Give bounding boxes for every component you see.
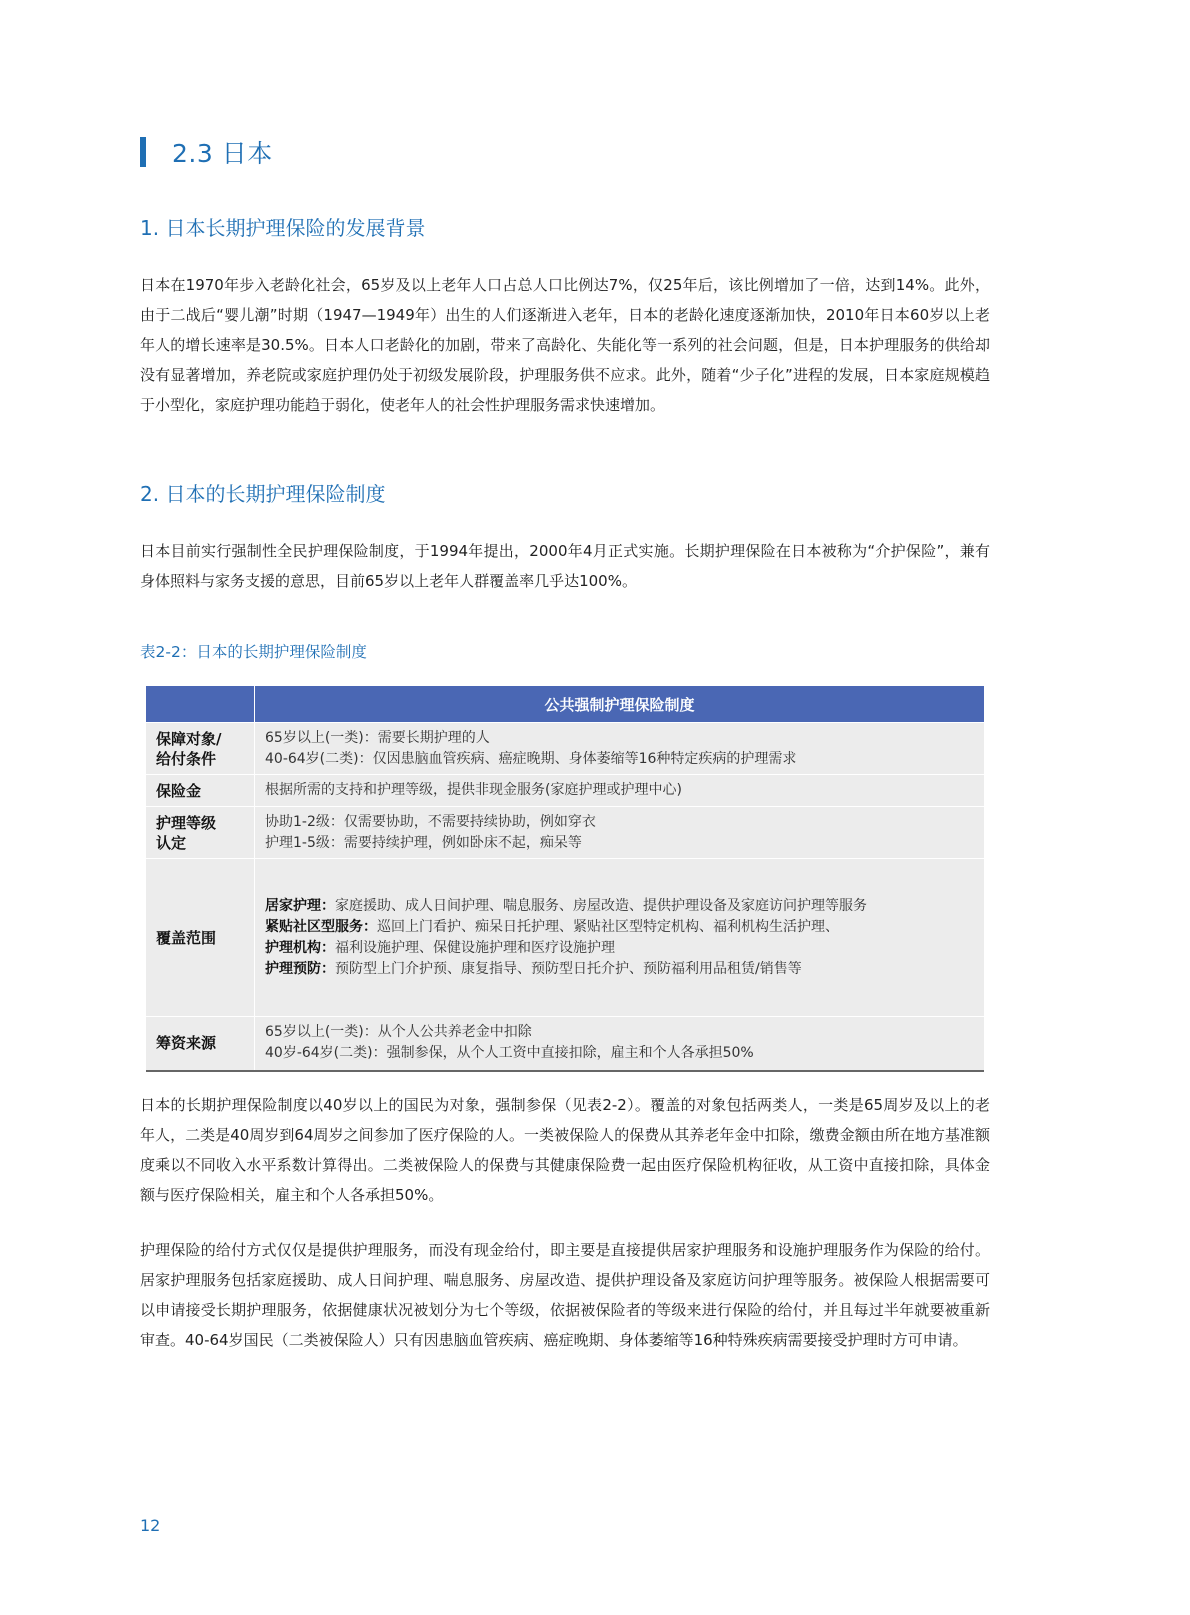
section-title-text: 2.3 日本 xyxy=(172,139,273,168)
table-row xyxy=(146,807,984,859)
table-header-title: 公共强制护理保险制度 xyxy=(255,686,985,723)
insurance-table xyxy=(146,686,984,1072)
paragraph-benefits: 护理保险的给付方式仅仅是提供护理服务，而没有现金给付，即主要是直接提供居家护理服务和设施护理服务作为保险的给付。居家护理服务包括家庭援助、成人日间护理、喘息服务、房屋改造、提供护理设备及家庭访问护理等服务。被保险人根据需要可以申请接受长期护理服务，依据健康状况被划分为七个等级，依据被保险者的等级来进行保险的给付，并且每过半年就要被重新审查。40-64岁国民（二类被保险人）只有因患脑血管疾病、癌症晚期、身体萎缩等16种特殊疾病需要接受护理时方可申请。 xyxy=(140,1241,990,1349)
row-label: 护理等级 认定 xyxy=(146,807,255,859)
page-number: 12 xyxy=(140,1516,161,1535)
table-row xyxy=(146,1017,984,1071)
coverage-item: 紧贴社区型服务：巡回上门看护、痴呆日托护理、紧贴社区型特定机构、福利机构生活护理、 xyxy=(265,918,839,935)
coverage-item: 护理预防：预防型上门介护预、康复指导、预防型日托介护、预防福利用品租赁/销售等 xyxy=(265,960,802,977)
coverage-item: 居家护理：家庭援助、成人日间护理、喘息服务、房屋改造、提供护理设备及家庭访问护理等服务 xyxy=(265,897,867,914)
paragraph-coverage: 日本的长期护理保险制度以40岁以上的国民为对象，强制参保（见表2-2）。覆盖的对象包括两类人，一类是65周岁及以上的老年人，二类是40周岁到64周岁之间参加了医疗保险的人。一类被保险人的保费从其养老年金中扣除，缴费金额由所在地方基准额度乘以不同收入水平系数计算得出。二类被保险人的保费与其健康保险费一起由医疗保险机构征收，从工资中直接扣除，具体金额与医疗保险相关，雇主和个人各承担50%。 xyxy=(140,1096,990,1204)
table-header-row xyxy=(146,686,984,723)
table-row xyxy=(146,859,984,1017)
heading-insurance-system: 2. 日本的长期护理保险制度 xyxy=(140,482,386,506)
heading-background: 1. 日本长期护理保险的发展背景 xyxy=(140,216,426,240)
coverage-item: 护理机构：福利设施护理、保健设施护理和医疗设施护理 xyxy=(265,939,615,956)
row-label: 保险金 xyxy=(146,775,255,807)
paragraph-insurance-system: 日本目前实行强制性全民护理保险制度，于1994年提出，2000年4月正式实施。长期护理保险在日本被称为“介护保险”，兼有身体照料与家务支援的意思，目前65岁以上老年人群覆盖率几乎达100%。 xyxy=(140,542,990,590)
section-marker-bar xyxy=(140,137,146,167)
table-header-empty-cell xyxy=(146,686,255,723)
row-value: 根据所需的支持和护理等级，提供非现金服务(家庭护理或护理中心) xyxy=(255,775,985,807)
table-row xyxy=(146,723,984,775)
row-label: 保障对象/ 给付条件 xyxy=(146,723,255,775)
row-value xyxy=(255,859,985,1017)
row-value: 65岁以上(一类)：从个人公共养老金中扣除 40岁-64岁(二类)：强制参保，从个人工资中直接扣除，雇主和个人各承担50% xyxy=(255,1017,985,1071)
section-title xyxy=(140,134,273,170)
paragraph-background: 日本在1970年步入老龄化社会，65岁及以上老年人口占总人口比例达7%，仅25年后，该比例增加了一倍，达到14%。此外，由于二战后“婴儿潮”时期（1947—1949年）出生的人们逐渐进入老年，日本的老龄化速度逐渐加快，2010年日本60岁以上老年人的增长速率是30.5%。日本人口老龄化的加剧，带来了高龄化、失能化等一系列的社会问题，但是，日本护理服务的供给却没有显著增加，养老院或家庭护理仍处于初级发展阶段，护理服务供不应求。此外，随着“少子化”进程的发展，日本家庭规模趋于小型化，家庭护理功能趋于弱化，使老年人的社会性护理服务需求快速增加。 xyxy=(140,276,990,414)
table-row xyxy=(146,775,984,807)
row-label: 筹资来源 xyxy=(146,1017,255,1071)
table-caption: 表2-2：日本的长期护理保险制度 xyxy=(140,643,367,661)
row-value: 协助1-2级：仅需要协助，不需要持续协助，例如穿衣 护理1-5级：需要持续护理，例如卧床不起，痴呆等 xyxy=(255,807,985,859)
row-value: 65岁以上(一类)：需要长期护理的人 40-64岁(二类)：仅因患脑血管疾病、癌症晚期、身体萎缩等16种特定疾病的护理需求 xyxy=(255,723,985,775)
row-label: 覆盖范围 xyxy=(146,859,255,1017)
